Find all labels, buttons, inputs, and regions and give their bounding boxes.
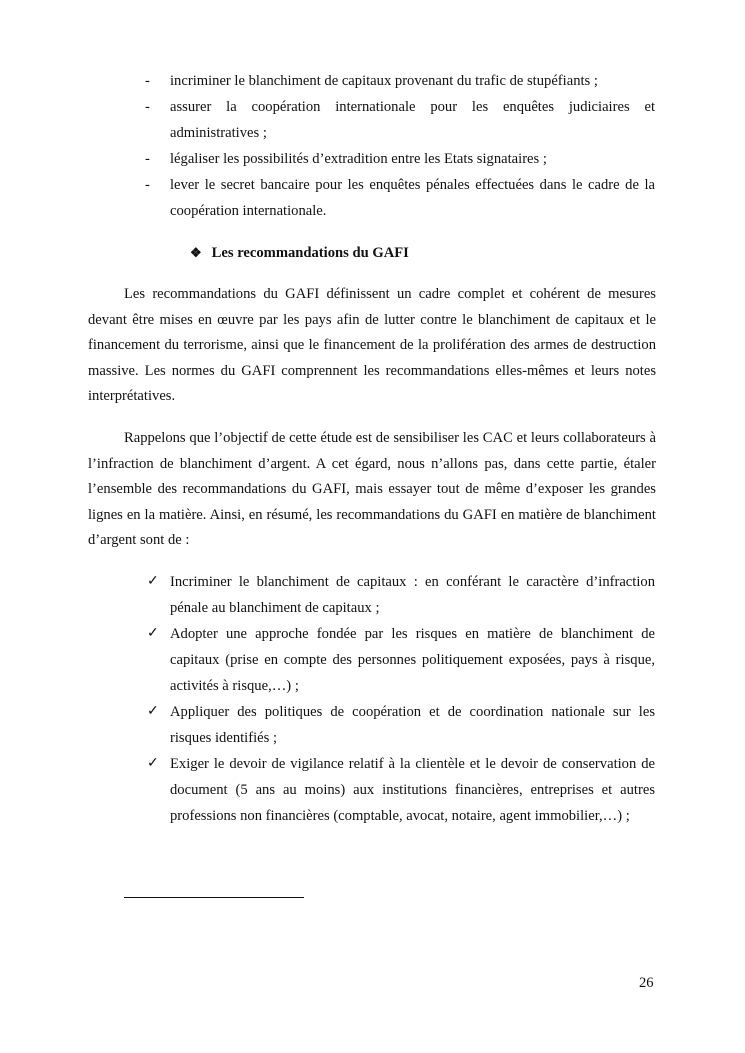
checkmark-icon: ✓ [147,756,159,771]
list-item [0,172,745,224]
list-item-text: incriminer le blanchiment de capitaux provenant du trafic de stupéfiants ; [170,73,598,89]
section-heading [190,242,409,264]
check-list [0,569,745,829]
list-item [0,699,745,751]
checkmark-icon: ✓ [147,574,159,589]
section-heading-text: Les recommandations du GAFI [211,245,409,261]
list-item-text: assurer la coopération internationale pour les enquêtes judiciaires et administratives ; [170,99,655,141]
list-item [0,569,745,621]
list-item-text: légaliser les possibilités d’extradition entre les Etats signataires ; [170,151,547,167]
list-item [0,751,745,829]
dash-marker: - [145,177,150,193]
dash-marker: - [145,99,150,115]
list-item-text: Incriminer le blanchiment de capitaux : en conférant le caractère d’infraction pénale au blanchiment de capitaux ; [170,574,655,616]
list-item-text: Exiger le devoir de vigilance relatif à la clientèle et le devoir de conservation de document (5 ans au moins) aux institutions financières, entreprises et autres professions non financières (comptable, avocat, notaire, agent immobilier,…) ; [170,756,655,824]
dash-marker: - [145,151,150,167]
page-number: 26 [639,975,654,991]
list-item [0,621,745,699]
paragraph-study-objective: Rappelons que l’objectif de cette étude est de sensibiliser les CAC et leurs collaborateurs à l’infraction de blanchiment d’argent. A cet égard, nous n’allons pas, dans cette partie, étaler l’ensemble des recommandations du GAFI, mais essayer tout de même d’exposer les grandes lignes en la matière. Ainsi, en résumé, les recommandations du GAFI en matière de blanchiment d’argent sont de : [88,430,656,548]
list-item [0,68,745,94]
checkmark-icon: ✓ [147,626,159,641]
diamond-bullet-icon: ❖ [190,245,202,260]
paragraph-gafi-recommendations: Les recommandations du GAFI définissent un cadre complet et cohérent de mesures devant être mises en œuvre par les pays afin de lutter contre le blanchiment de capitaux et le financement du terrorisme, ainsi que le financement de la prolifération des armes de destruction massive. Les normes du GAFI comprennent les recommandations elles-mêmes et leurs notes interprétatives. [88,286,656,404]
list-item [0,146,745,172]
dash-marker: - [145,73,150,89]
footnote-separator [124,897,304,898]
list-item [0,94,745,146]
list-item-text: Adopter une approche fondée par les risques en matière de blanchiment de capitaux (prise en compte des personnes politiquement exposées, pays à risque, activités à risque,…) ; [170,626,655,694]
list-item-text: lever le secret bancaire pour les enquêtes pénales effectuées dans le cadre de la coopération internationale. [170,177,655,219]
checkmark-icon: ✓ [147,704,159,719]
dash-list [0,68,745,224]
list-item-text: Appliquer des politiques de coopération et de coordination nationale sur les risques identifiés ; [170,704,655,746]
